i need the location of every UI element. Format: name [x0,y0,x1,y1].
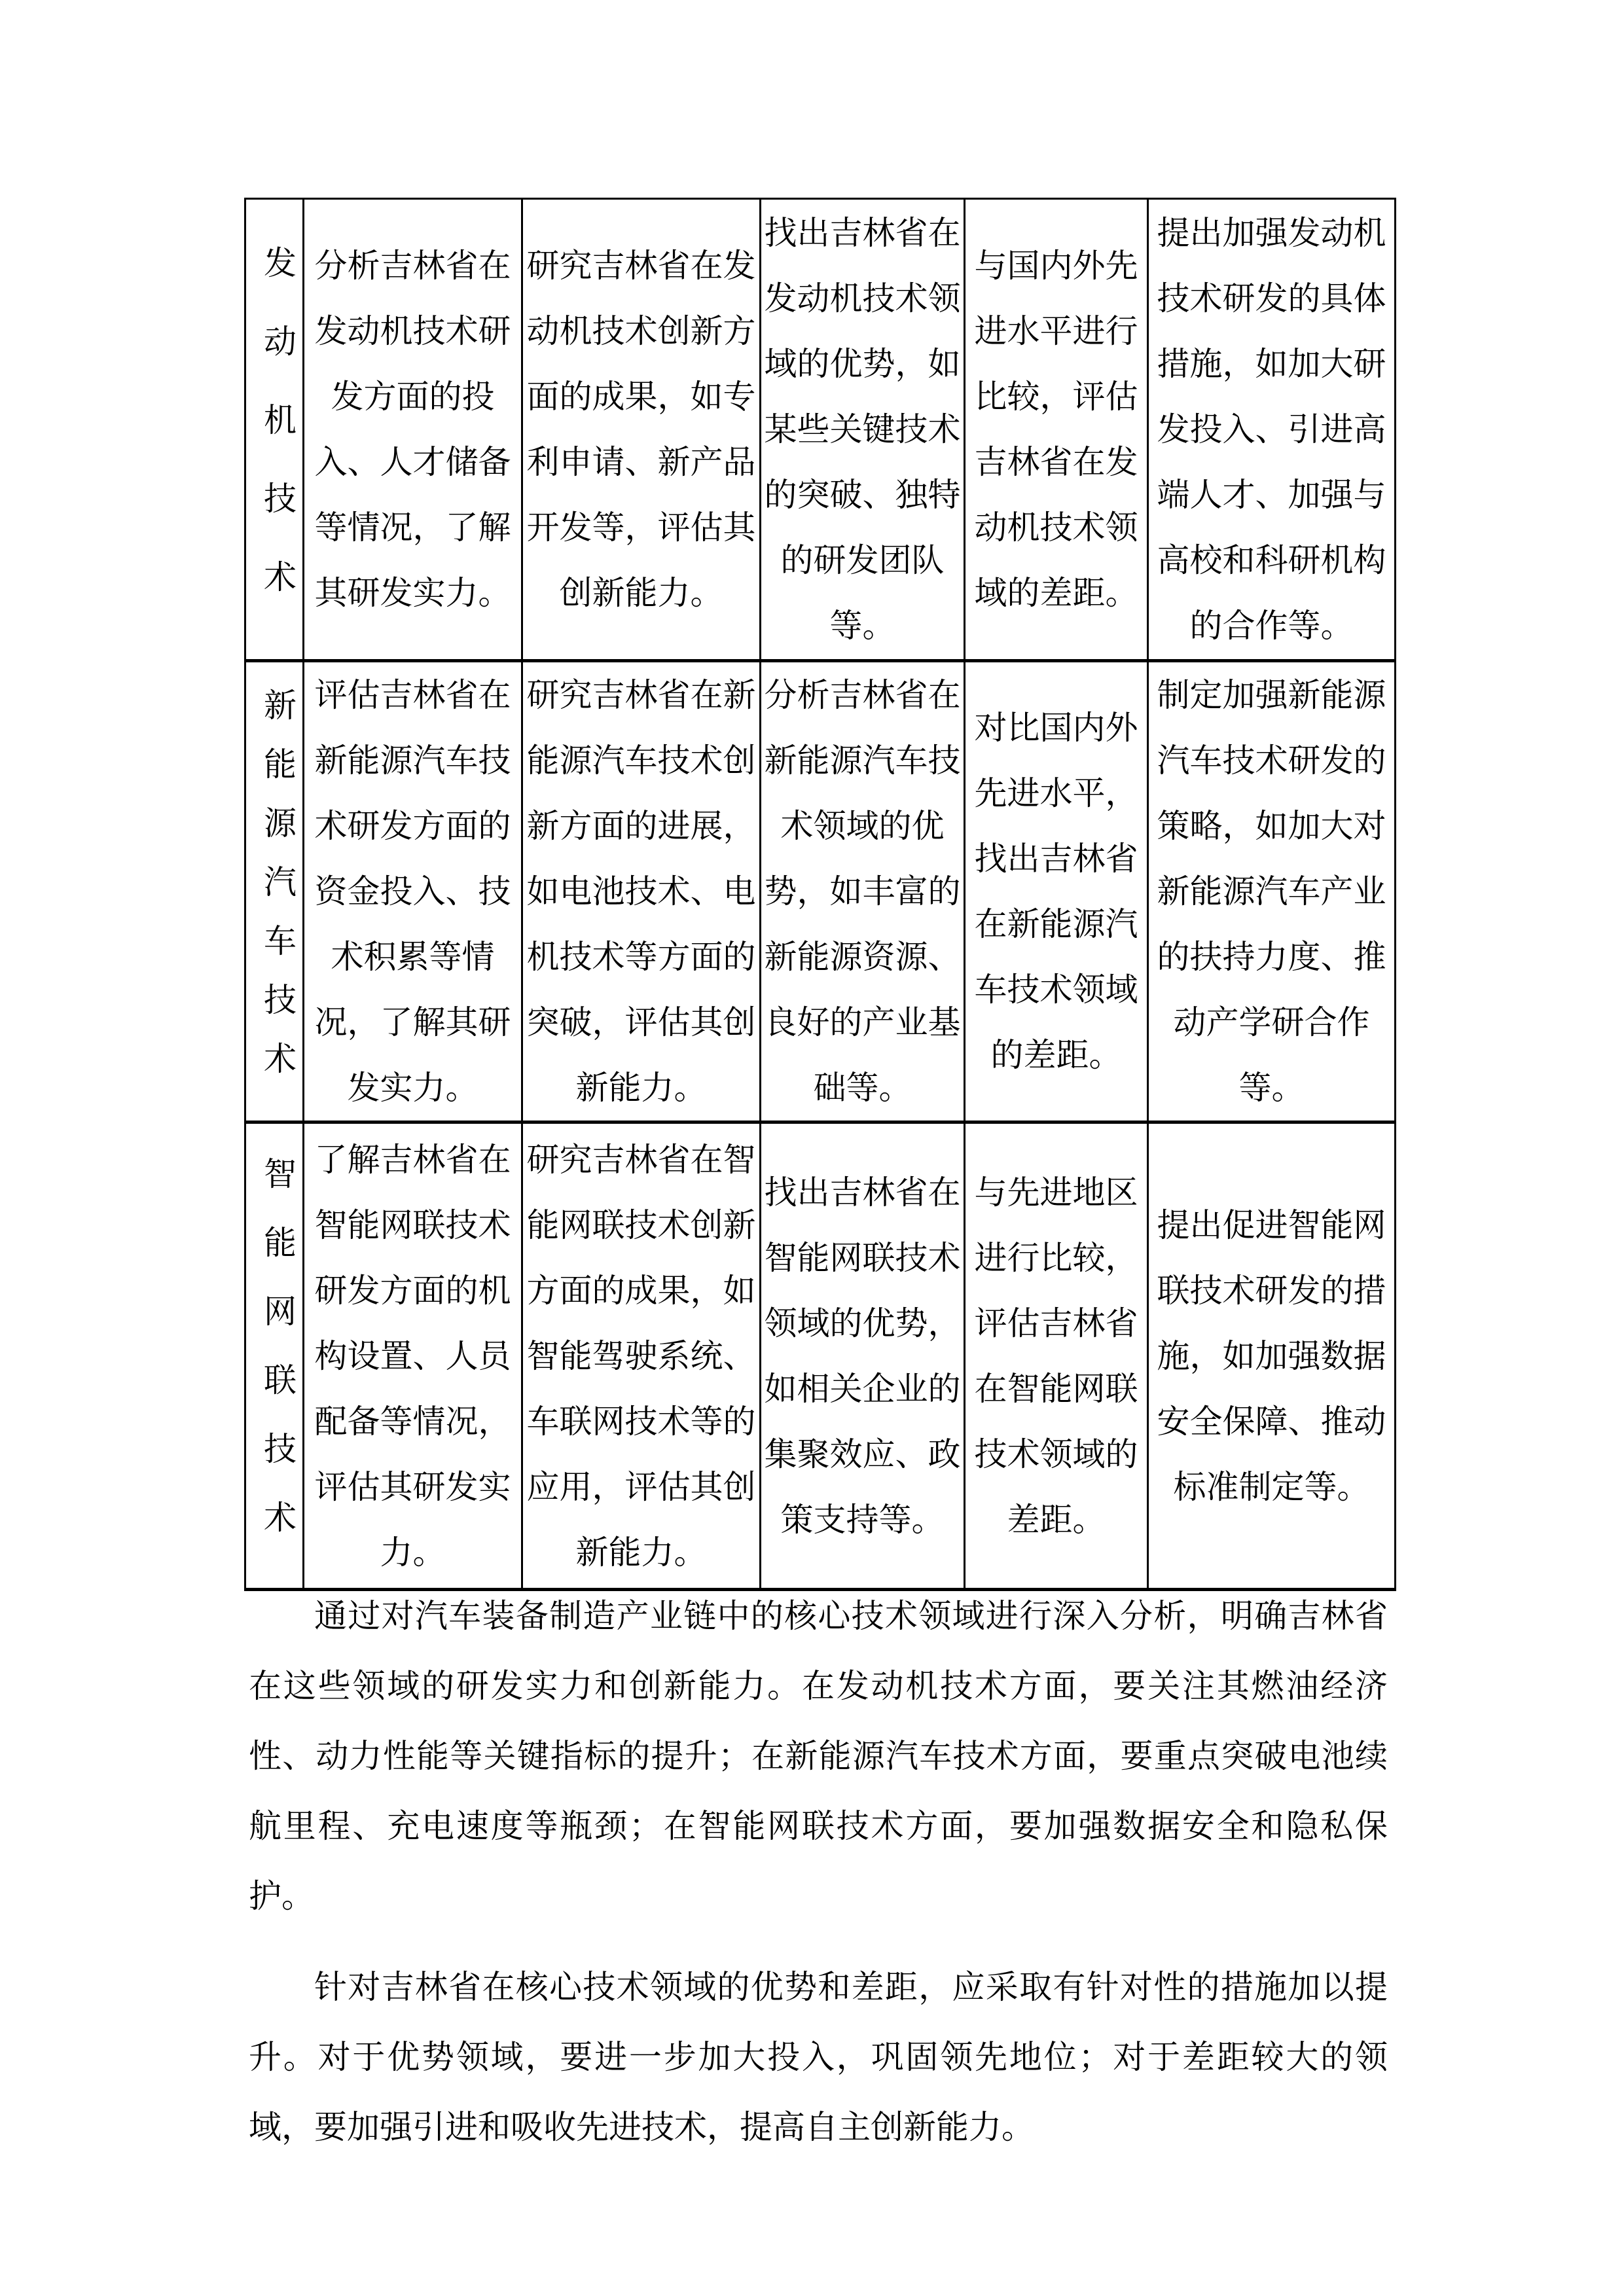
row-label-nev-tech [245,661,304,1122]
cell-icv-innovation: 研究吉林省在智能网联技术创新方面的成果，如智能驾驶系统、车联网技术等的应用，评估其创新能力。 [522,1122,761,1590]
cell-nev-measures: 制定加强新能源汽车技术研发的策略，如加大对新能源汽车产业的扶持力度、推动产学研合作等。 [1148,661,1396,1122]
tech-analysis-table [244,198,1394,1591]
row-label-text: 智能网联技术 [259,1157,296,1569]
cell-engine-measures: 提出加强发动机技术研发的具体措施，如加大研发投入、引进高端人才、加强与高校和科研机构的合作等。 [1148,199,1396,661]
cell-engine-advantage: 找出吉林省在发动机技术领域的优势，如某些关键技术的突破、独特的研发团队等。 [761,199,965,661]
summary-paragraph: 通过对汽车装备制造产业链中的核心技术领域进行深入分析，明确吉林省在这些领域的研发实力和创新能力。在发动机技术方面，要关注其燃油经济性、动力性能等关键指标的提升；在新能源汽车技术方面，要重点突破电池续航里程、充电速度等瓶颈；在智能网联技术方面，要加强数据安全和隐私保护。 [249,1598,1388,1914]
cell-nev-rd-strength: 评估吉林省在新能源汽车技术研发方面的资金投入、技术积累等情况，了解其研发实力。 [304,661,522,1122]
row-label-icv-tech [245,1122,304,1590]
table-row-nev-tech [245,661,1396,1122]
cell-nev-advantage: 分析吉林省在新能源汽车技术领域的优势，如丰富的新能源资源、良好的产业基础等。 [761,661,965,1122]
cell-nev-innovation: 研究吉林省在新能源汽车技术创新方面的进展，如电池技术、电机技术等方面的突破，评估其创新能力。 [522,661,761,1122]
cell-icv-advantage: 找出吉林省在智能网联技术领域的优势，如相关企业的集聚效应、政策支持等。 [761,1122,965,1590]
table-row-engine-tech [245,199,1396,661]
row-label-text: 发动机技术 [259,245,296,638]
cell-engine-gap: 与国内外先进水平进行比较，评估吉林省在发动机技术领域的差距。 [965,199,1148,661]
table-row-icv-tech [245,1122,1396,1590]
cell-engine-rd-strength: 分析吉林省在发动机技术研发方面的投入、人才储备等情况，了解其研发实力。 [304,199,522,661]
cell-icv-measures: 提出促进智能网联技术研发的措施，如加强数据安全保障、推动标准制定等。 [1148,1122,1396,1590]
row-label-engine-tech [245,199,304,661]
body-text-block [249,1581,1388,2162]
cell-icv-rd-strength: 了解吉林省在智能网联技术研发方面的机构设置、人员配备等情况，评估其研发实力。 [304,1122,522,1590]
cell-nev-gap: 对比国内外先进水平，找出吉林省在新能源汽车技术领域的差距。 [965,661,1148,1122]
cell-icv-gap: 与先进地区进行比较，评估吉林省在智能网联技术领域的差距。 [965,1122,1148,1590]
row-label-text: 新能源汽车技术 [259,687,296,1100]
recommendation-paragraph: 针对吉林省在核心技术领域的优势和差距，应采取有针对性的措施加以提升。对于优势领域，要进一步加大投入，巩固领先地位；对于差距较大的领域，要加强引进和吸收先进技术，提高自主创新能力。 [249,1969,1388,2145]
cell-engine-innovation: 研究吉林省在发动机技术创新方面的成果，如专利申请、新产品开发等，评估其创新能力。 [522,199,761,661]
